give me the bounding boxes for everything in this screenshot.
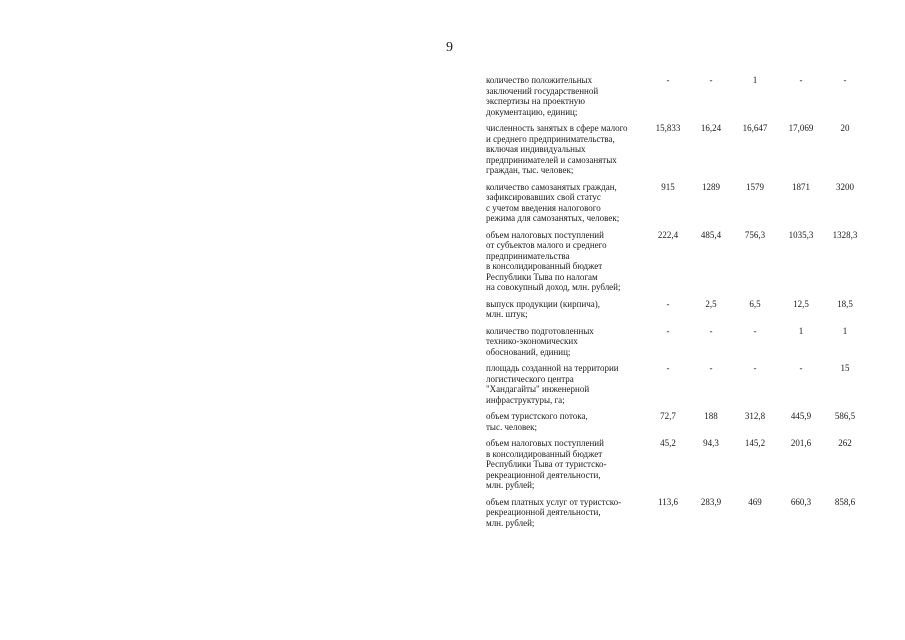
- value-cell: 1: [798, 325, 804, 336]
- value-cell: 72,7: [660, 411, 676, 421]
- value-cell: 18,5: [837, 298, 853, 309]
- value-cell: 469: [748, 496, 762, 507]
- value-cell: 145,2: [744, 438, 766, 448]
- table-row: [486, 123, 866, 176]
- indicator-label: объем платных услуг от туристско- рекреационной деятельности, млн. рублей;: [486, 496, 622, 528]
- value-cell: 1: [842, 325, 848, 336]
- table-row: [486, 230, 866, 293]
- indicator-label: численность занятых в сфере малого и среднего предпринимательства, включая индивидуальных предпринимателей и самозанятых граждан, тыс. человек;: [486, 123, 628, 175]
- table-row: [486, 299, 866, 320]
- table-row: [486, 438, 866, 491]
- value-cell: 262: [838, 438, 852, 448]
- value-cell: 188: [704, 411, 718, 421]
- value-cell: -: [799, 75, 803, 85]
- value-cell: 12,5: [793, 298, 809, 309]
- value-cell: 6,5: [749, 298, 761, 309]
- table-row: [486, 326, 866, 358]
- value-cell: 312,8: [744, 411, 766, 421]
- table-row: [486, 182, 866, 224]
- table-row: [486, 363, 866, 405]
- value-cell: 1: [752, 75, 758, 85]
- value-cell: -: [709, 363, 713, 373]
- value-cell: 1035,3: [788, 229, 814, 240]
- indicator-label: количество самозанятых граждан, зафиксировавших свой статус с учетом введения налогового режима для самозанятых, человек;: [486, 181, 620, 223]
- table-row: [486, 411, 866, 432]
- value-cell: -: [666, 298, 670, 309]
- value-cell: 222,4: [657, 229, 679, 240]
- value-cell: 20: [840, 123, 850, 133]
- table-row: [486, 75, 866, 117]
- indicator-label: количество подготовленных технико-экономических обоснований, единиц;: [486, 325, 594, 357]
- value-cell: 1579: [746, 181, 764, 192]
- value-cell: 1871: [792, 181, 810, 192]
- value-cell: -: [709, 75, 713, 85]
- value-cell: 1289: [702, 181, 720, 192]
- indicator-label: объем налоговых поступлений от субъектов малого и среднего предпринимательства в консолидированный бюджет Республики Тыва по налогам на совокупный доход, млн. рублей;: [486, 229, 621, 292]
- value-cell: 15,833: [655, 123, 681, 133]
- value-cell: 16,24: [700, 123, 722, 133]
- value-cell: 2,5: [705, 298, 717, 309]
- indicator-label: объем туристского потока, тыс. человек;: [486, 411, 588, 432]
- value-cell: -: [799, 363, 803, 373]
- value-cell: 445,9: [790, 411, 812, 421]
- value-cell: 485,4: [700, 229, 722, 240]
- value-cell: 915: [661, 181, 675, 192]
- page-number: 9: [446, 40, 453, 55]
- value-cell: 660,3: [790, 496, 812, 507]
- indicator-label: площадь созданной на территории логистического центра "Хандагайты" инженерной инфраструктуры, га;: [486, 363, 619, 405]
- value-cell: -: [843, 75, 847, 85]
- value-cell: -: [666, 75, 670, 85]
- indicator-table: [486, 75, 866, 534]
- indicator-label: количество положительных заключений государственной экспертизы на проектную документацию, единиц;: [486, 75, 599, 117]
- value-cell: 283,9: [700, 496, 722, 507]
- indicator-label: выпуск продукции (кирпича), млн. штук;: [486, 298, 601, 319]
- value-cell: 1328,3: [832, 229, 858, 240]
- value-cell: 17,069: [788, 123, 814, 133]
- value-cell: -: [666, 325, 670, 336]
- value-cell: 201,6: [790, 438, 812, 448]
- indicator-label: объем налоговых поступлений в консолидированный бюджет Республики Тыва от туристско- рекреационной деятельности, млн. рублей;: [486, 438, 607, 490]
- value-cell: 45,2: [660, 438, 676, 448]
- value-cell: 94,3: [703, 438, 719, 448]
- value-cell: 858,6: [834, 496, 856, 507]
- value-cell: 756,3: [744, 229, 766, 240]
- value-cell: 15: [840, 363, 850, 373]
- value-cell: -: [753, 325, 757, 336]
- value-cell: -: [753, 363, 757, 373]
- table-row: [486, 497, 866, 529]
- value-cell: 16,647: [742, 123, 768, 133]
- value-cell: 586,5: [834, 411, 856, 421]
- value-cell: 3200: [836, 181, 854, 192]
- value-cell: -: [666, 363, 670, 373]
- value-cell: 113,6: [658, 496, 678, 507]
- value-cell: -: [709, 325, 713, 336]
